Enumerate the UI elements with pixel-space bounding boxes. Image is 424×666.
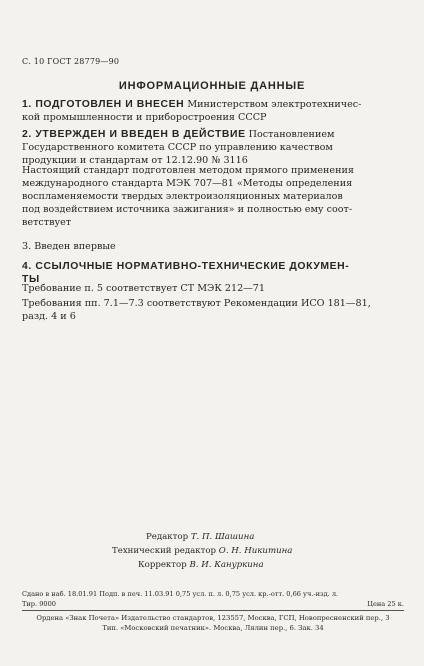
imprint <box>22 589 404 609</box>
editor-name: Т. П. Шашина <box>190 532 255 542</box>
item-2-text-c: продукции и стандартам от 12.12.90 № 3116 <box>22 155 248 166</box>
paragraph-line-e: ветствует <box>22 217 72 228</box>
paragraph-line-c: воспламеняемости твердых электроизоляционных материалов <box>22 191 343 202</box>
imprint-line-1: Сдано в наб. 18.01.91 Подп. в печ. 11.03.91 0,75 усл. п. л. 0,75 усл. кр.-отт. 0,66 уч.-изд. л. <box>22 590 339 598</box>
item-1-text-a: Министерством электротехничес- <box>184 99 362 110</box>
item-1 <box>22 98 400 124</box>
requirement-1: Требование п. 5 соответствует СТ МЭК 212—71 <box>22 283 265 294</box>
imprint-line-2 <box>22 599 404 609</box>
credit-tech-editor <box>112 544 292 558</box>
item-2-text-a: Постановлением <box>245 129 335 140</box>
corrector-role: Корректор <box>138 560 187 570</box>
publisher-footer <box>22 613 404 633</box>
item-2 <box>22 128 400 167</box>
requirement-2-line-b: разд. 4 и 6 <box>22 311 76 322</box>
paragraph-line-a: Настоящий стандарт подготовлен методом прямого применения <box>22 165 354 176</box>
item-2-caption: 2. УТВЕРЖДЕН И ВВЕДЕН В ДЕЙСТВИЕ <box>22 129 246 140</box>
footer-line-2: Тип. «Московский печатник». Москва, Лялин пер., 6. Зак. 34 <box>102 624 324 632</box>
item-1-caption: 1. ПОДГОТОВЛЕН И ВНЕСЕН <box>22 99 185 110</box>
item-2-text-b: Государственного комитета СССР по управлению качеством <box>22 142 333 153</box>
standard-paragraph <box>22 164 400 229</box>
footer-divider <box>22 610 404 611</box>
tech-editor-name: О. Н. Никитина <box>218 546 293 556</box>
section-title: ИНФОРМАЦИОННЫЕ ДАННЫЕ <box>118 80 306 92</box>
page-header: С. 10 ГОСТ 28779—90 <box>22 57 120 66</box>
footer-line-1: Ордена «Знак Почета» Издательство стандартов, 123557, Москва, ГСП, Новопресненский пер., 3 <box>36 614 390 622</box>
paragraph-line-d: под воздействием источника зажигания» и полностью ему соот- <box>22 204 353 215</box>
price: Цена 25 к. <box>367 600 404 608</box>
corrector-name: В. И. Кануркина <box>189 560 264 570</box>
item-3: 3. Введен впервые <box>22 241 116 252</box>
requirement-2 <box>22 297 400 323</box>
item-1-text-b: кой промышленности и приборостроения СССР <box>22 112 267 123</box>
tech-editor-role: Технический редактор <box>112 546 217 556</box>
circulation: Тир. 9000 <box>22 600 56 608</box>
requirement-2-line-a: Требования пп. 7.1—7.3 соответствуют Рекомендации ИСО 181—81, <box>22 298 371 309</box>
credit-editor <box>146 530 254 544</box>
paragraph-line-b: международного стандарта МЭК 707—81 «Методы определения <box>22 178 353 189</box>
credit-corrector <box>138 558 264 572</box>
editor-role: Редактор <box>146 532 189 542</box>
item-4-caption-b: ТЫ <box>22 274 40 285</box>
item-4-caption-a: 4. ССЫЛОЧНЫЕ НОРМАТИВНО-ТЕХНИЧЕСКИЕ ДОКУМЕН- <box>22 261 350 272</box>
